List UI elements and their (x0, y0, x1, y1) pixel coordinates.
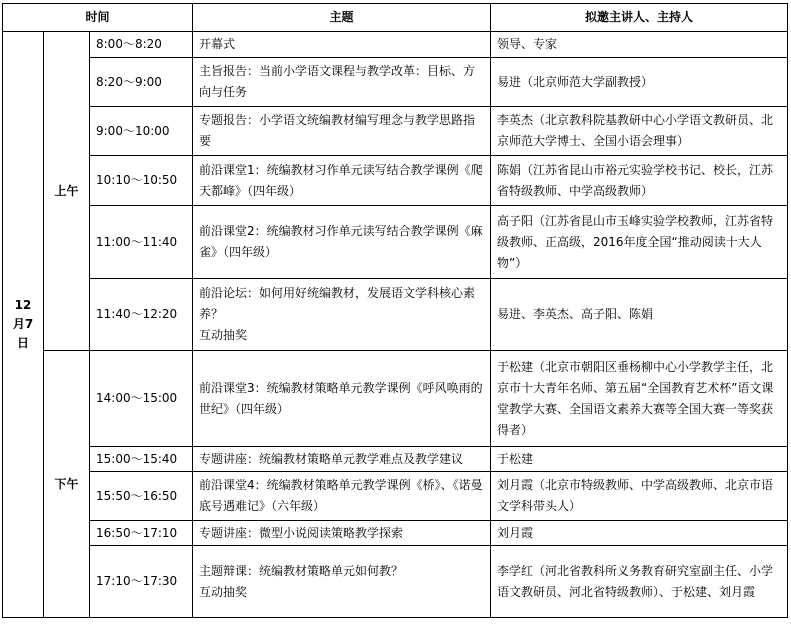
topic-cell (193, 546, 491, 618)
topic-cell: 专题讲座：微型小说阅读策略教学探索 (193, 521, 491, 546)
header-speakers: 拟邀主讲人、主持人 (491, 4, 788, 32)
speaker-cell: 易进、李英杰、高子阳、陈娟 (491, 279, 788, 351)
time-cell: 14:00～15:00 (90, 351, 193, 447)
date-line-3: 日 (16, 336, 29, 350)
table-row (3, 351, 788, 447)
speaker-cell: 李英杰（北京教科院基教研中心小学语文教研员、北京师范大学博士、全国小语会理事） (491, 107, 788, 156)
table-row (3, 206, 788, 279)
table-row (3, 156, 788, 206)
time-cell: 8:00～8:20 (90, 32, 193, 58)
time-cell: 15:50～16:50 (90, 472, 193, 521)
speaker-cell: 刘月霞（北京市特级教师、中学高级教师、北京市语文学科带头人） (491, 472, 788, 521)
time-cell: 16:50～17:10 (90, 521, 193, 546)
header-time: 时间 (3, 4, 193, 32)
time-cell: 11:40～12:20 (90, 279, 193, 351)
time-cell: 8:20～9:00 (90, 58, 193, 107)
table-row (3, 107, 788, 156)
speaker-cell: 于松建 (491, 447, 788, 472)
speaker-cell: 陈娟（江苏省昆山市裕元实验学校书记、校长，江苏省特级教师、中学高级教师） (491, 156, 788, 206)
schedule-table (2, 3, 788, 618)
topic-cell: 专题讲座：统编教材策略单元教学难点及教学建议 (193, 447, 491, 472)
table-row (3, 58, 788, 107)
topic-cell: 前沿课堂1：统编教材习作单元读写结合教学课例《爬天都峰》（四年级） (193, 156, 491, 206)
date-line-1: 12 (14, 298, 32, 312)
topic-cell: 前沿课堂2：统编教材习作单元读写结合教学课例《麻雀》（四年级） (193, 206, 491, 279)
lottery-text: 互动抽奖 (199, 584, 248, 599)
time-cell: 15:00～15:40 (90, 447, 193, 472)
table-row (3, 279, 788, 351)
topic-cell: 专题报告：小学语文统编教材编写理念与教学思路指要 (193, 107, 491, 156)
date-cell (3, 32, 44, 618)
table-row (3, 472, 788, 521)
time-cell: 17:10～17:30 (90, 546, 193, 618)
topic-cell (193, 279, 491, 351)
table-row (3, 32, 788, 58)
topic-cell: 主旨报告：当前小学语文课程与教学改革：目标、方向与任务 (193, 58, 491, 107)
topic-cell: 前沿课堂4：统编教材策略单元教学课例《桥》、《诺曼底号遇难记》（六年级） (193, 472, 491, 521)
period-morning: 上午 (44, 32, 90, 351)
table-row (3, 521, 788, 546)
topic-cell: 前沿课堂3：统编教材策略单元教学课例《呼风唤雨的世纪》（四年级） (193, 351, 491, 447)
time-cell: 9:00～10:00 (90, 107, 193, 156)
period-afternoon: 下午 (44, 351, 90, 618)
table-row (3, 447, 788, 472)
lottery-text: 互动抽奖 (199, 328, 248, 342)
time-cell: 10:10～10:50 (90, 156, 193, 206)
date-line-2: 月7 (12, 317, 34, 331)
speaker-cell: 于松建（北京市朝阳区垂杨柳中心小学教学主任，北京市十大青年名师、第五届“全国教育艺术杯”语文课堂教学大赛、全国语文素养大赛等全国大赛一等奖获得者） (491, 351, 788, 447)
speaker-cell: 高子阳（江苏省昆山市玉峰实验学校教师，江苏省特级教师、正高级，2016年度全国“推动阅读十大人物”） (491, 206, 788, 279)
topic-text: 主题辩课：统编教材策略单元如何教？ (199, 563, 404, 578)
speaker-cell: 李学红（河北省教科所义务教育研究室副主任、小学语文教研员、河北省特级教师）、于松建、刘月霞 (491, 546, 788, 618)
header-topic: 主题 (193, 4, 491, 32)
topic-cell: 开幕式 (193, 32, 491, 58)
speaker-cell: 易进（北京师范大学副教授） (491, 58, 788, 107)
speaker-cell: 领导、专家 (491, 32, 788, 58)
speaker-cell: 刘月霞 (491, 521, 788, 546)
table-row (3, 546, 788, 618)
time-cell: 11:00～11:40 (90, 206, 193, 279)
header-row (3, 4, 788, 32)
topic-text: 前沿论坛：如何用好统编教材，发展语文学科核心素养？ (199, 286, 476, 321)
